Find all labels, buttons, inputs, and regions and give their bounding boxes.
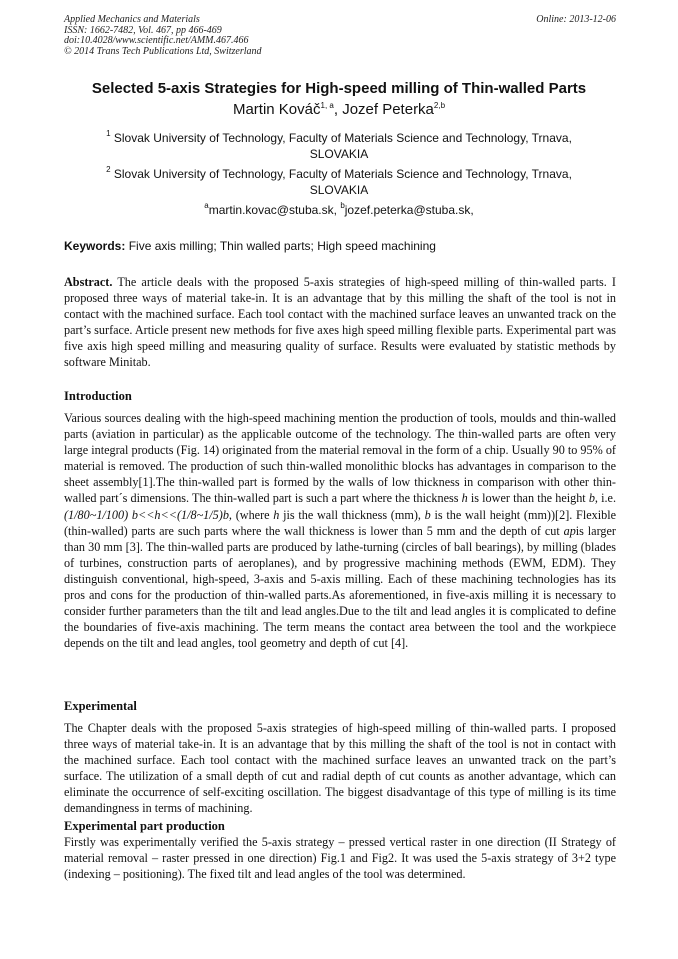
math-symbol: ap — [563, 523, 576, 538]
author-name: Jozef Peterka — [342, 101, 434, 118]
affiliation-number: 2 — [106, 165, 111, 174]
keywords-text: Five axis milling; Thin walled parts; High speed machining — [125, 239, 436, 253]
keywords-label: Keywords: — [64, 239, 126, 253]
affiliation-text: Slovak University of Technology, Faculty of Materials Science and Technology, Trnava, SLOVAKIA — [113, 131, 572, 161]
author-affiliation-mark: 2,b — [433, 101, 446, 110]
author-name: Martin Kováč — [232, 101, 321, 118]
email-link[interactable]: jozef.peterka@stuba.sk, — [344, 203, 474, 217]
introduction-paragraph — [64, 410, 616, 651]
subsection-heading-production: Experimental part production — [64, 819, 225, 833]
journal-name: Applied Mechanics and Materials — [64, 14, 200, 25]
text-run: Various sources dealing with the high-speed machining mention the production of tools, moulds and thin-walled parts (aviation in particular) as the applicable outcome of the technology. The thin-walled parts are often very large integral products (Fig. 14) originated from the material removal in the form of a chip. Usually 90 to 95% of material is removed. The production of such thin-walled monolithic blocks has advantages in comparison to the sheet assembly[1].The thin-walled part is formed by the walls of low thickness in comparison with other thin-walled part´s dimensions. The thin-walled part is such a part where the thickness — [64, 411, 616, 506]
math-symbol: b — [424, 507, 431, 522]
affiliation-text: Slovak University of Technology, Faculty of Materials Science and Technology, Trnava, SLOVAKIA — [113, 167, 572, 197]
section-heading-experimental: Experimental — [64, 699, 137, 713]
text-run: is larger than 30 mm [3]. The thin-walled parts are produced by lathe-turning (circles of ball bearings), by milling (blades of turbines, construction parts of aeroplanes), and by progressive machining methods (EWM, EDM). They distinguish conventional, high-speed, 3-axis and 5-axis milling. Each of these machining technologies has its pros and cons for the production of thin-walled parts.As aforementioned, in five-axis milling it is necessary to consider further parameters than the tilt and lead angles.Due to the tilt and lead angles it is complicated to define the boundaries of five-axis machining. The term means the contact area between the tool and the workpiece depends on the tilt and lead angles, tool geometry and depth of cut [4]. — [64, 523, 616, 651]
math-symbol: h — [273, 507, 280, 522]
paper-title: Selected 5-axis Strategies for High-speed milling of Thin-walled Parts — [91, 80, 587, 97]
journal-header — [64, 15, 616, 57]
issn-line: ISSN: 1662-7482, Vol. 467, pp 466-469 — [64, 24, 222, 36]
abstract-label: Abstract. — [64, 275, 113, 289]
affiliation-number: 1 — [106, 129, 111, 138]
production-paragraph: Firstly was experimentally verified the 5-axis strategy – pressed vertical raster in one direction (II Strategy of material removal – raster pressed in one direction) Fig.1 and Fig2. It was used the 5-axis strategy of 3+2 type (indexing – positioning). The fixed tilt and lead angles of the tool was determined. — [64, 835, 616, 882]
online-date: Online: 2013-12-06 — [536, 14, 616, 25]
text-run: is lower than the height — [467, 491, 589, 506]
abstract-text: The article deals with the proposed 5-axis strategies of high-speed milling of thin-walled parts. I proposed three ways of material take-in. It is an advantage that by this milling the shaft of the tool is not in contact with the machined surface. Each tool contact with the machined surface leaves an unwanted track on the part’s surface. Article present new methods for five axes high speed milling flexible parts. Experimental part was five axis high speed milling and measuring quality of surface. Results were evaluated by statistic methods by software Minitab. — [64, 275, 616, 370]
author-affiliation-mark: 1, a — [320, 101, 334, 110]
doi-line[interactable]: doi:10.4028/www.scientific.net/AMM.467.466 — [64, 35, 249, 46]
email-mark: b — [340, 201, 345, 210]
email-mark: a — [204, 201, 209, 210]
text-run: (where — [231, 507, 274, 522]
math-symbol: b — [588, 491, 595, 506]
author-separator: , — [333, 101, 343, 118]
abstract — [64, 274, 616, 371]
email-link[interactable]: martin.kovac@stuba.sk, — [208, 203, 341, 217]
author-emails — [40, 202, 638, 218]
affiliation — [80, 130, 598, 162]
author-list — [40, 101, 638, 119]
math-symbol: h — [461, 491, 468, 506]
section-heading-introduction: Introduction — [64, 389, 132, 403]
experimental-paragraph: The Chapter deals with the proposed 5-axis strategies of high-speed milling of thin-walled parts. I proposed three ways of material take-in. It is an advantage that by this milling the shaft of the tool is not in contact with the machined surface. Each tool contact with the machined surface leaves an unwanted track on the part’s surface. The utilization of a small depth of cut and radial depth of cut counts as another advantage, which can eliminate the occurrence of self-exciting oscillation. The biggest disadvantage of this type of milling is its time demandingness in terms of machining. — [64, 721, 616, 816]
copyright-line: © 2014 Trans Tech Publications Ltd, Switzerland — [64, 45, 262, 57]
text-run: jis the wall thickness (mm), — [279, 507, 425, 522]
text-run: , i.e. — [594, 491, 616, 506]
text-run: is the wall height (mm))[2]. Flexible (thin-walled) parts are such parts where the wall thickness is lower than 5 mm and the depth of cut — [64, 507, 616, 538]
affiliation — [80, 166, 598, 198]
keywords — [64, 238, 616, 254]
math-formula: (1/80~1/100) b<<h<<(1/8~1/5)b, — [64, 507, 232, 522]
